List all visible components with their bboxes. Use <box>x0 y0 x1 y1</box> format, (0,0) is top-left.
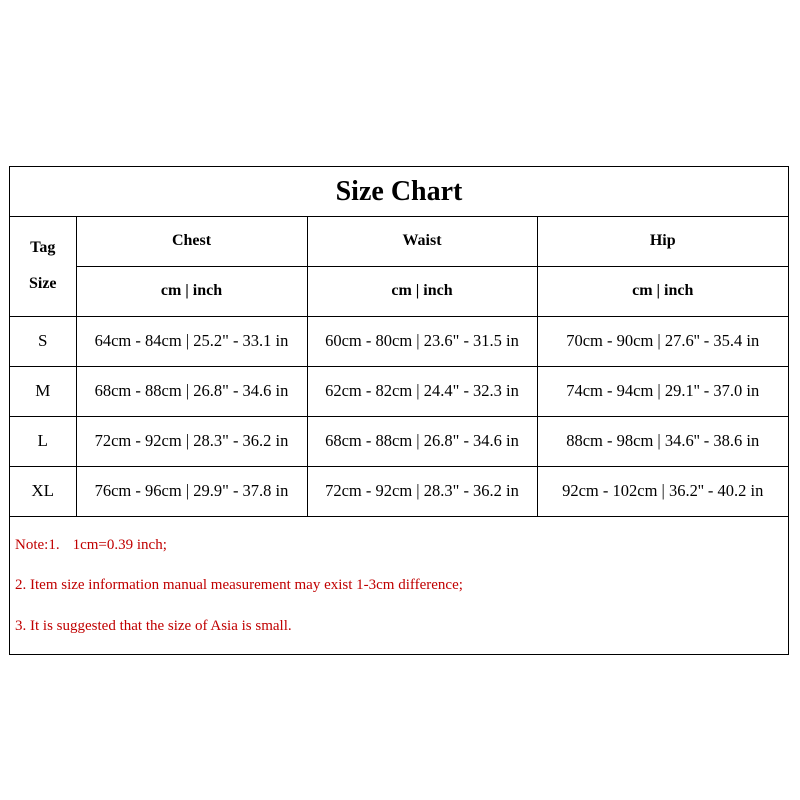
units-row <box>10 266 788 316</box>
size-cell: L <box>10 416 76 466</box>
tag-size-header <box>10 216 76 316</box>
note-2: 2. Item size information manual measurement may exist 1-3cm difference; <box>15 577 463 593</box>
chest-header: Chest <box>76 216 307 266</box>
size-table <box>10 216 788 517</box>
chest-cell: 68cm - 88cm | 26.8" - 34.6 in <box>76 366 307 416</box>
size-cell: S <box>10 316 76 366</box>
table-row <box>10 316 788 366</box>
note-1-text: 1cm=0.39 inch; <box>72 537 167 553</box>
chest-cell: 76cm - 96cm | 29.9" - 37.8 in <box>76 466 307 516</box>
note-1 <box>15 537 167 554</box>
note-3: 3. It is suggested that the size of Asia is small. <box>15 618 292 634</box>
table-row <box>10 466 788 516</box>
chest-cell: 72cm - 92cm | 28.3" - 36.2 in <box>76 416 307 466</box>
chart-title: Size Chart <box>10 167 788 217</box>
waist-header: Waist <box>307 216 537 266</box>
chest-unit-header: cm | inch <box>76 266 307 316</box>
waist-cell: 60cm - 80cm | 23.6" - 31.5 in <box>307 316 537 366</box>
hip-header: Hip <box>537 216 788 266</box>
hip-cell: 92cm - 102cm | 36.2'' - 40.2 in <box>537 466 788 516</box>
table-row <box>10 366 788 416</box>
size-cell: XL <box>10 466 76 516</box>
size-chart <box>9 166 789 655</box>
table-row <box>10 416 788 466</box>
hip-cell: 70cm - 90cm | 27.6'' - 35.4 in <box>537 316 788 366</box>
size-cell: M <box>10 366 76 416</box>
hip-unit-header: cm | inch <box>537 266 788 316</box>
tag-label: Tag <box>30 238 56 256</box>
waist-cell: 68cm - 88cm | 26.8" - 34.6 in <box>307 416 537 466</box>
size-label: Size <box>28 274 57 292</box>
waist-unit-header: cm | inch <box>307 266 537 316</box>
note-prefix: Note:1. <box>15 537 60 553</box>
hip-cell: 88cm - 98cm | 34.6'' - 38.6 in <box>537 416 788 466</box>
chest-cell: 64cm - 84cm | 25.2" - 33.1 in <box>76 316 307 366</box>
header-row <box>10 216 788 266</box>
waist-cell: 72cm - 92cm | 28.3" - 36.2 in <box>307 466 537 516</box>
waist-cell: 62cm - 82cm | 24.4" - 32.3 in <box>307 366 537 416</box>
hip-cell: 74cm - 94cm | 29.1'' - 37.0 in <box>537 366 788 416</box>
